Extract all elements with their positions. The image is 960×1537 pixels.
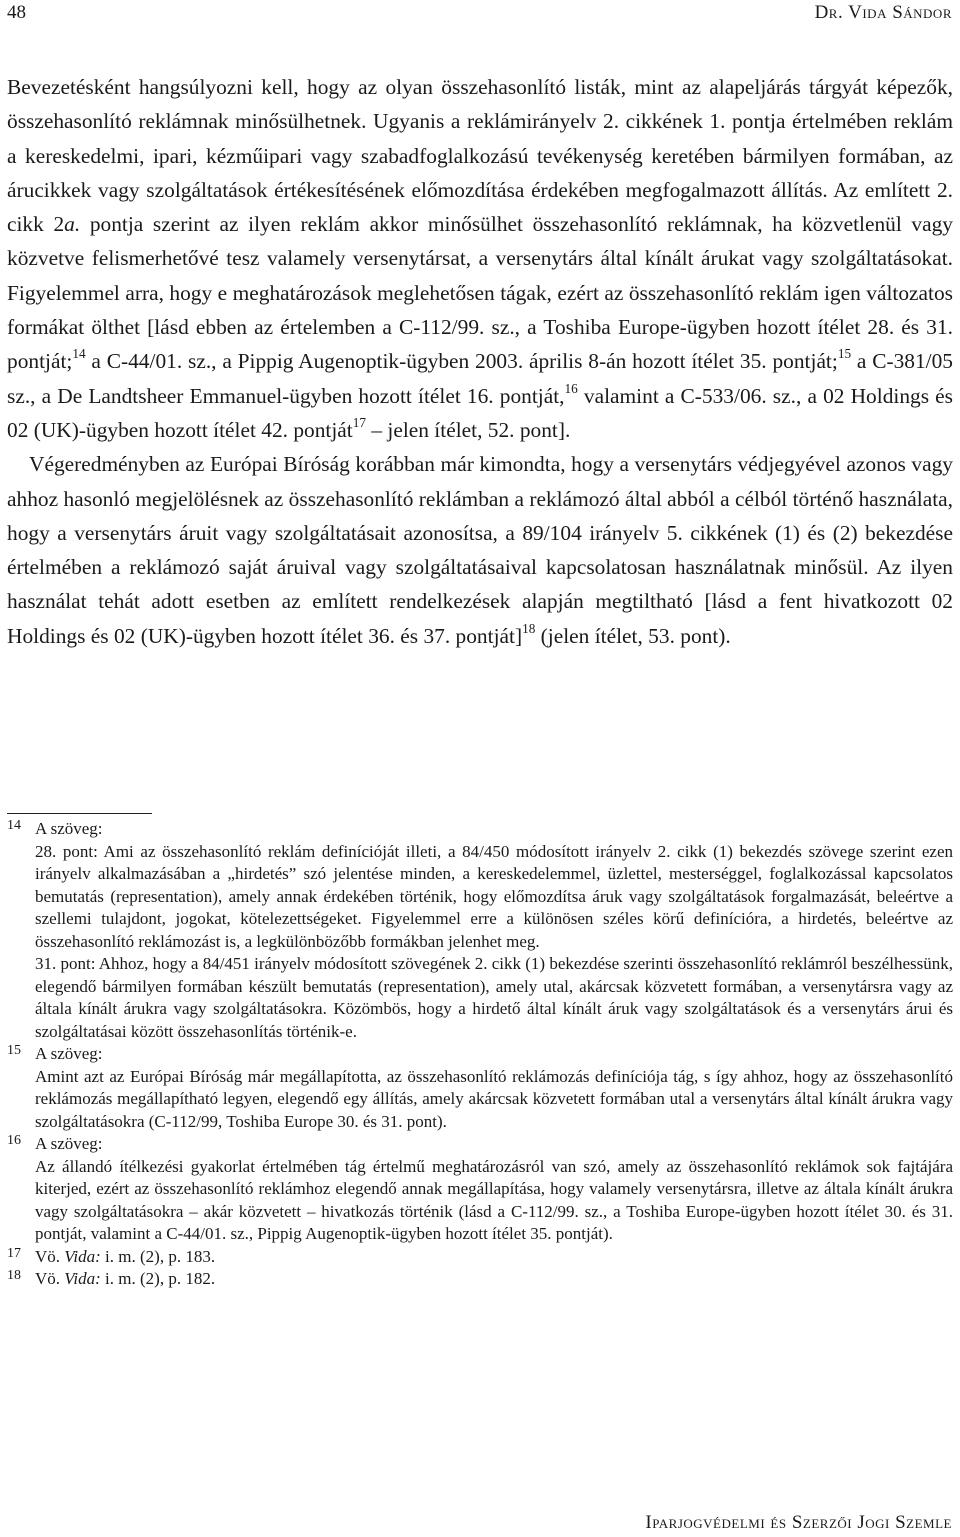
footnote-16: 16 A szöveg: Az állandó ítélkezési gyakorlat értelmében tág értelmű meghatározásról van szó, amely az összehasonlító reklámok sok fajtájára kiterjed, ezért az összehasonlító reklámhoz elegendő annak megállapítása, hogy valamely versenytársra, illetve az általa kínált árukra vagy szolgáltatásokra – akár közvetett – hivatkozás történik (lásd a C-112/99. sz., a Toshiba Europe-ügyben hozott ítélet 30. és 31. pontját, valamint a C-44/01. sz., Pippig Augenoptik-ügyben hozott ítélet 35. pontját).	[7, 1133, 953, 1246]
footnote-15: 15 A szöveg: Amint azt az Európai Bíróság már megállapította, az összehasonlító reklámozás definíciója tág, s így ahhoz, hogy az összehasonlító reklámozás megállapítható legyen, elegendő egy állítás, amely akárcsak közvetett formában utal a versenytárs által kínált árukra vagy szolgáltatásokra (C-112/99, Toshiba Europe 30. és 31. pont).	[7, 1043, 953, 1133]
footnote-ref-15[interactable]: 15	[837, 346, 852, 362]
footnotes	[7, 818, 953, 1291]
page-header	[0, 0, 960, 30]
footnote-14: 14 A szöveg: 28. pont: Ami az összehasonlító reklám definícióját illeti, a 84/450 módosított irányelv 2. cikk (1) bekezdés szövege szerint ezen irányelv alkalmazásában a „hirdetés” szó jelentése minden, a kereskedelemmel, üzlettel, mesterséggel, foglalkozással kapcsolatos bemutatás (representation), amely annak érdekében történik, hogy előmozdítsa áruk vagy szolgáltatások forgalmazását, beleértve a szellemi tulajdont, jogokat, kötelezettségeket. Figyelemmel erre a különösen széles körű definícióra, a hirdetés, beleértve az összehasonlító reklámozást is, a legkülönbözőbb formákban jelenhet meg. 31. pont: Ahhoz, hogy a 84/451 irányelv módosított szövegének 2. cikk (1) bekezdése szerinti összehasonlító reklámról beszélhessünk, elegendő bármilyen formában készült bemutatás (representation), amely utal, akárcsak közvetett formában, a versenytársra vagy az általa kínált árukra vagy szolgáltatásokra. Közömbös, hogy a hirdető által kínált áruk vagy szolgáltatások és a versenytárs árui és szolgáltatásai között összehasonlítás történik-e.	[7, 818, 953, 1043]
footnote-ref-14[interactable]: 14	[72, 346, 86, 362]
running-foot-journal: Iparjogvédelmi és Szerzői Jogi Szemle	[645, 1512, 952, 1533]
paragraph-1: Bevezetésként hangsúlyozni kell, hogy az olyan összehasonlító listák, mint az alapeljárás tárgyát képezők, összehasonlító reklámnak minősülhetnek. Ugyanis a reklámirányelv 2. cikkének 1. pontja értelmében reklám a kereskedelmi, ipari, kézműipari vagy szabadfoglalkozású tevékenység keretében bármilyen formában, az árucikkek vagy szolgáltatások értékesítésének előmozdítása érdekében megfogalmazott állítás. Az említett 2. cikk 2a. pontja szerint az ilyen reklám akkor minősülhet összehasonlító reklámnak, ha közvetlenül vagy közvetve felismerhetővé tesz valamely versenytársat, a versenytárs által kínált árukat vagy szolgáltatásokat. Figyelemmel arra, hogy e meghatározások meglehetősen tágak, ezért az összehasonlító reklám igen változatos formákat ölthet [lásd ebben az értelemben a C-112/99. sz., a Toshiba Europe-ügyben hozott ítélet 28. és 31. pontját;$^{14}$ a C-44/01. sz., a Pippig Augenoptik-ügyben 2003. április 8-án hozott ítélet 35. pontját;$^{15}$ a C-381/05 sz., a De Landtsheer Emmanuel-ügyben hozott ítélet 16. pontját,$^{16}$ valamint a C-533/06. sz., a 02 Holdings és 02 (UK)-ügyben hozott ítélet 42. pontját$^{17}$ – jelen ítélet, 52. pont].	[7, 75, 954, 442]
footnote-number: 14	[7, 818, 21, 833]
footnote-number: 16	[7, 1133, 21, 1148]
paragraph-2: Végeredményben az Európai Bíróság korábban már kimondta, hogy a versenytárs védjegyével azonos vagy ahhoz hasonló megjelölésnek az összehasonlító reklámban a reklámozó által abból a célból történő használata, hogy a versenytárs áruit vagy szolgáltatásait azonosítsa, a 89/104 irányelv 5. cikkének (1) és (2) bekezdése értelmében a reklámozó saját áruival vagy szolgáltatásaival kapcsolatosan használatnak minősül. Az ilyen használat tehát adott esetben az említett rendelkezések alapján megtiltható [lásd a fent hivatkozott 02 Holdings és 02 (UK)-ügyben hozott ítélet 36. és 37. pontját]$^{18}$ (jelen ítélet, 53. pont).	[7, 452, 953, 648]
main-text	[7, 70, 953, 653]
page-number: 48	[7, 2, 26, 23]
footnote-ref-18[interactable]: 18	[522, 620, 536, 636]
footnote-18: 18 Vö. Vida: i. m. (2), p. 182.	[7, 1268, 953, 1291]
footnote-ref-16[interactable]: 16	[564, 380, 578, 396]
footnote-separator	[7, 813, 152, 814]
footnote-number: 18	[7, 1268, 21, 1283]
footnote-ref-17[interactable]: 17	[352, 414, 366, 430]
footnote-number: 17	[7, 1245, 21, 1261]
running-head-author: Dr. Vida Sándor	[814, 2, 952, 23]
footnote-number: 15	[7, 1043, 21, 1058]
footnote-17: 17 Vö. Vida: i. m. (2), p. 183.	[7, 1246, 953, 1269]
